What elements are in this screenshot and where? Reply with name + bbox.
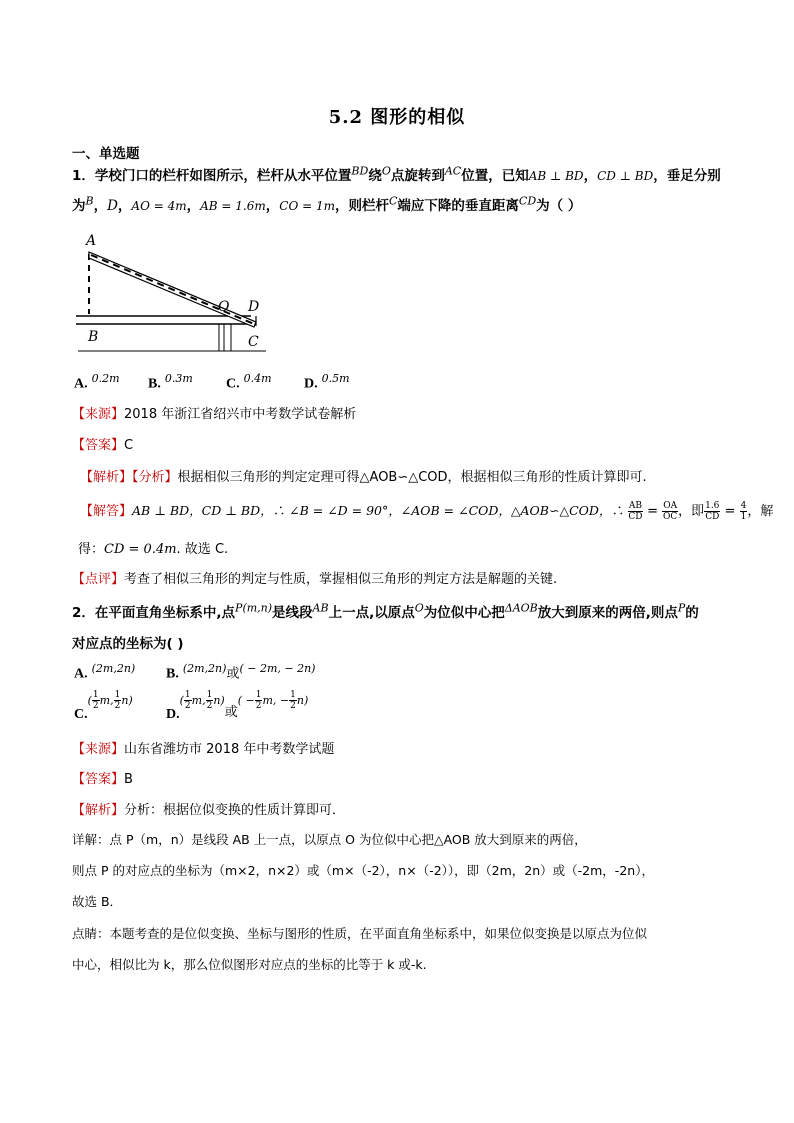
analysis-text: 分析：根据位似变换的性质计算即可． [124, 803, 346, 818]
q1-option-d [304, 372, 350, 392]
q1-line2-c: 端应下降的垂直距离 [397, 198, 519, 214]
q2-stem-f: 的 [685, 605, 699, 621]
option-value-2: ( − 2m, − 2n) [239, 662, 316, 675]
q1-stem-c: 点旋转到 [390, 168, 445, 184]
q1-line2-b: ，则栏杆 [334, 198, 389, 214]
comment-tag: 【点评】 [72, 572, 125, 587]
q1-stem-d: 位置，已知 [461, 168, 529, 184]
q2-detail-3: 故选 B． [72, 894, 123, 909]
q1-number: 1． [72, 168, 95, 184]
label-o: O [218, 299, 230, 315]
var-n: n [296, 694, 304, 707]
q1-option-c [226, 372, 272, 392]
q1-cond2: CD ⊥ BD [597, 169, 654, 183]
analysis-sub-tag: 【分析】 [132, 470, 178, 485]
fraction-ab-cd [628, 501, 643, 522]
option-label: D. [166, 707, 180, 722]
option-value: 0.2m [91, 372, 120, 385]
q2-pmn: P(m,n) [235, 601, 273, 615]
frac-num: AB [628, 501, 643, 511]
q1-d: D [107, 198, 118, 214]
solution-tag: 【解答】 [80, 504, 133, 519]
comment-text: 考查了相似三角形的判定与性质，掌握相似三角形的判定方法是解题的关键. [124, 572, 558, 587]
frac-half [92, 690, 100, 711]
frac-half [184, 690, 192, 711]
solution-text-c: ，解 [747, 504, 774, 519]
q1-stem-a: 学校门口的栏杆如图所示，栏杆从水平位置 [94, 168, 352, 184]
answer-tag: 【答案】 [72, 438, 125, 453]
frac-num: 1 [255, 690, 262, 700]
var-m: m [99, 694, 111, 707]
q2-comment-1: 点睛：本题考查的是位似变换、坐标与图形的性质，在平面直角坐标系中，如果位似变换是以原点为位似 [72, 926, 648, 941]
q1-analysis [80, 466, 647, 485]
frac-den: 2 [114, 701, 121, 711]
q2-stem-d: 为位似中心把 [423, 605, 505, 621]
equals: = [720, 504, 740, 519]
barrier-bar-stripes [91, 255, 254, 324]
q2-source [72, 738, 334, 757]
frac-num: 1 [184, 690, 191, 700]
option-label: D. [304, 376, 318, 392]
frac-num: 1 [92, 690, 99, 700]
var-m: m [262, 694, 273, 707]
q2-stem-line2: 对应点的坐标为( ) [72, 636, 184, 652]
option-label: A. [74, 376, 88, 392]
q2-option-d: D.( $\frac{1}{2}$ m, $\frac{1}{2}$ n)或( − $\frac{1}{2}$ m, − $\frac{1}{2}$ n) [166, 690, 309, 722]
option-value: 0.5m [321, 372, 350, 385]
frac-num: 4 [740, 501, 747, 511]
q2-comment-2: 中心，相似比为 k，那么位似图形对应点的坐标的比等于 k 或-k. [72, 957, 427, 972]
frac-den: OC [663, 512, 678, 522]
q1-answer [72, 434, 133, 453]
option-value: 0.3m [164, 372, 193, 385]
analysis-tag: 【解析】 [80, 470, 133, 485]
q2-ab: AB [312, 601, 329, 615]
option-label: A. [74, 666, 88, 682]
label-d: D [248, 299, 260, 315]
q1-comma3: ， [186, 198, 201, 214]
option-label: B. [148, 376, 161, 392]
q2-stem-b: 是线段 [272, 605, 313, 621]
q2-answer [72, 768, 133, 787]
q1-source [72, 403, 356, 422]
frac-den: CD [628, 512, 643, 522]
q1-line2-d: 为（ ） [536, 198, 582, 214]
page-title: 5.2 图形的相似 [328, 107, 466, 128]
section-heading: 一、单选题 [72, 146, 140, 162]
q1-solution-line1 [80, 500, 773, 522]
var-n: n [121, 694, 129, 707]
fraction-oa-oc [662, 501, 678, 522]
option-value: (2m,2n) [91, 662, 136, 675]
q1-option-b [148, 372, 193, 392]
q2-detail-1: 详解：点 P（m，n）是线段 AB 上一点，以原点 O 为位似中心把△AOB 放大到原来的两倍， [72, 832, 587, 847]
q1-cond1: AB ⊥ BD [528, 169, 584, 183]
solution-text-a: AB ⊥ BD，CD ⊥ BD，∴ ∠B = ∠D = 90°，∠AOB = ∠COD，△AOB∽△COD，∴ [132, 503, 628, 518]
q1-c: C [388, 194, 398, 208]
q1-co: CO = 1m [279, 199, 335, 213]
q1-stem-line2 [72, 194, 581, 214]
option-or: 或 [226, 666, 240, 682]
q2-stem-e: 放大到原来的两倍,则点 [537, 605, 678, 621]
label-b: B [88, 329, 99, 345]
label-c: C [248, 334, 259, 350]
q1-bd: BD [351, 164, 369, 178]
q2-option-c: C.( $\frac{1}{2}$ m, $\frac{1}{2}$ n) [74, 690, 133, 722]
frac-den: 2 [92, 701, 99, 711]
q1-cd: CD [518, 194, 537, 208]
answer-text: B [124, 772, 133, 787]
source-tag: 【来源】 [72, 407, 125, 422]
solution-text-b: ，即 [678, 504, 705, 519]
analysis-tag: 【解析】 [72, 803, 125, 818]
frac-den: 2 [290, 701, 296, 711]
frac-den: CD [705, 512, 720, 522]
q1-sep: ， [583, 168, 598, 184]
source-text: 山东省潍坊市 2018 年中考数学试题 [124, 742, 335, 757]
source-tag: 【来源】 [72, 742, 125, 757]
q2-p: P [677, 601, 686, 615]
q1-ac: AC [444, 164, 462, 178]
frac-num: 1 [114, 690, 121, 700]
q1-ao: AO = 4m [131, 199, 187, 213]
q1-stem-e: ，垂足分别 [653, 168, 721, 184]
q2-analysis [72, 799, 345, 818]
frac-num: 1.6 [705, 501, 720, 511]
q1-comment [72, 568, 557, 587]
q1-comma4: ， [265, 198, 280, 214]
answer-text: C [124, 438, 134, 453]
source-text: 2018 年浙江省绍兴市中考数学试卷解析 [124, 407, 357, 422]
frac-den: 2 [206, 701, 213, 711]
q2-o: O [414, 601, 424, 615]
q1-comma: ， [93, 198, 108, 214]
solution-line2-c: . 故选 C. [176, 542, 229, 557]
q1-option-a [74, 372, 120, 392]
q1-b: B [85, 194, 94, 208]
solution-line2-a: 得： [78, 542, 105, 557]
var-m: m [191, 694, 203, 707]
q1-stem-line1 [72, 164, 721, 184]
label-a: A [86, 233, 97, 249]
frac-den: 2 [184, 701, 191, 711]
option-label: C. [74, 707, 88, 722]
q2-option-a [74, 662, 135, 682]
option-label: C. [226, 376, 240, 392]
var-n: n [213, 694, 221, 707]
q1-o: O [381, 164, 391, 178]
q2-aob: ΔAOB [504, 601, 538, 615]
q1-ab: AB = 1.6m [200, 199, 266, 213]
fraction-16-cd [704, 501, 720, 522]
q1-solution-line2 [78, 538, 228, 557]
solution-line2-b: CD = 0.4m [104, 542, 177, 557]
frac-num: OA [663, 501, 678, 511]
analysis-text: 根据相似三角形的判定定理可得△AOB∽△COD，根据相似三角形的性质计算即可. [177, 470, 647, 485]
frac-half [289, 690, 297, 711]
q2-detail-2: 则点 P 的对应点的坐标为（m×2，n×2）或（m×（-2），n×（-2）），即（2m，2n）或（-2m，-2n）， [72, 863, 654, 878]
frac-den: 2 [255, 701, 262, 711]
frac-num: 1 [206, 690, 213, 700]
option-value: (2m,2n) [182, 662, 227, 675]
q2-stem-line1 [72, 601, 699, 621]
option-value: 0.4m [243, 372, 272, 385]
q2-stem-a: 在平面直角坐标系中,点 [94, 605, 236, 621]
frac-num: 1 [290, 690, 296, 700]
answer-tag: 【答案】 [72, 772, 125, 787]
q2-option-b [166, 662, 315, 682]
q2-stem-c: 上一点,以原点 [328, 605, 415, 621]
frac-den: 1 [740, 512, 747, 522]
q1-figure [76, 228, 276, 358]
q1-stem-b: 绕 [368, 168, 382, 184]
equals: = [643, 504, 663, 519]
q1-comma2: ， [117, 198, 132, 214]
option-or: 或 [224, 705, 238, 720]
q1-line2-a: 为 [72, 198, 86, 214]
option-label: B. [166, 666, 179, 682]
q2-number: 2． [72, 605, 95, 621]
